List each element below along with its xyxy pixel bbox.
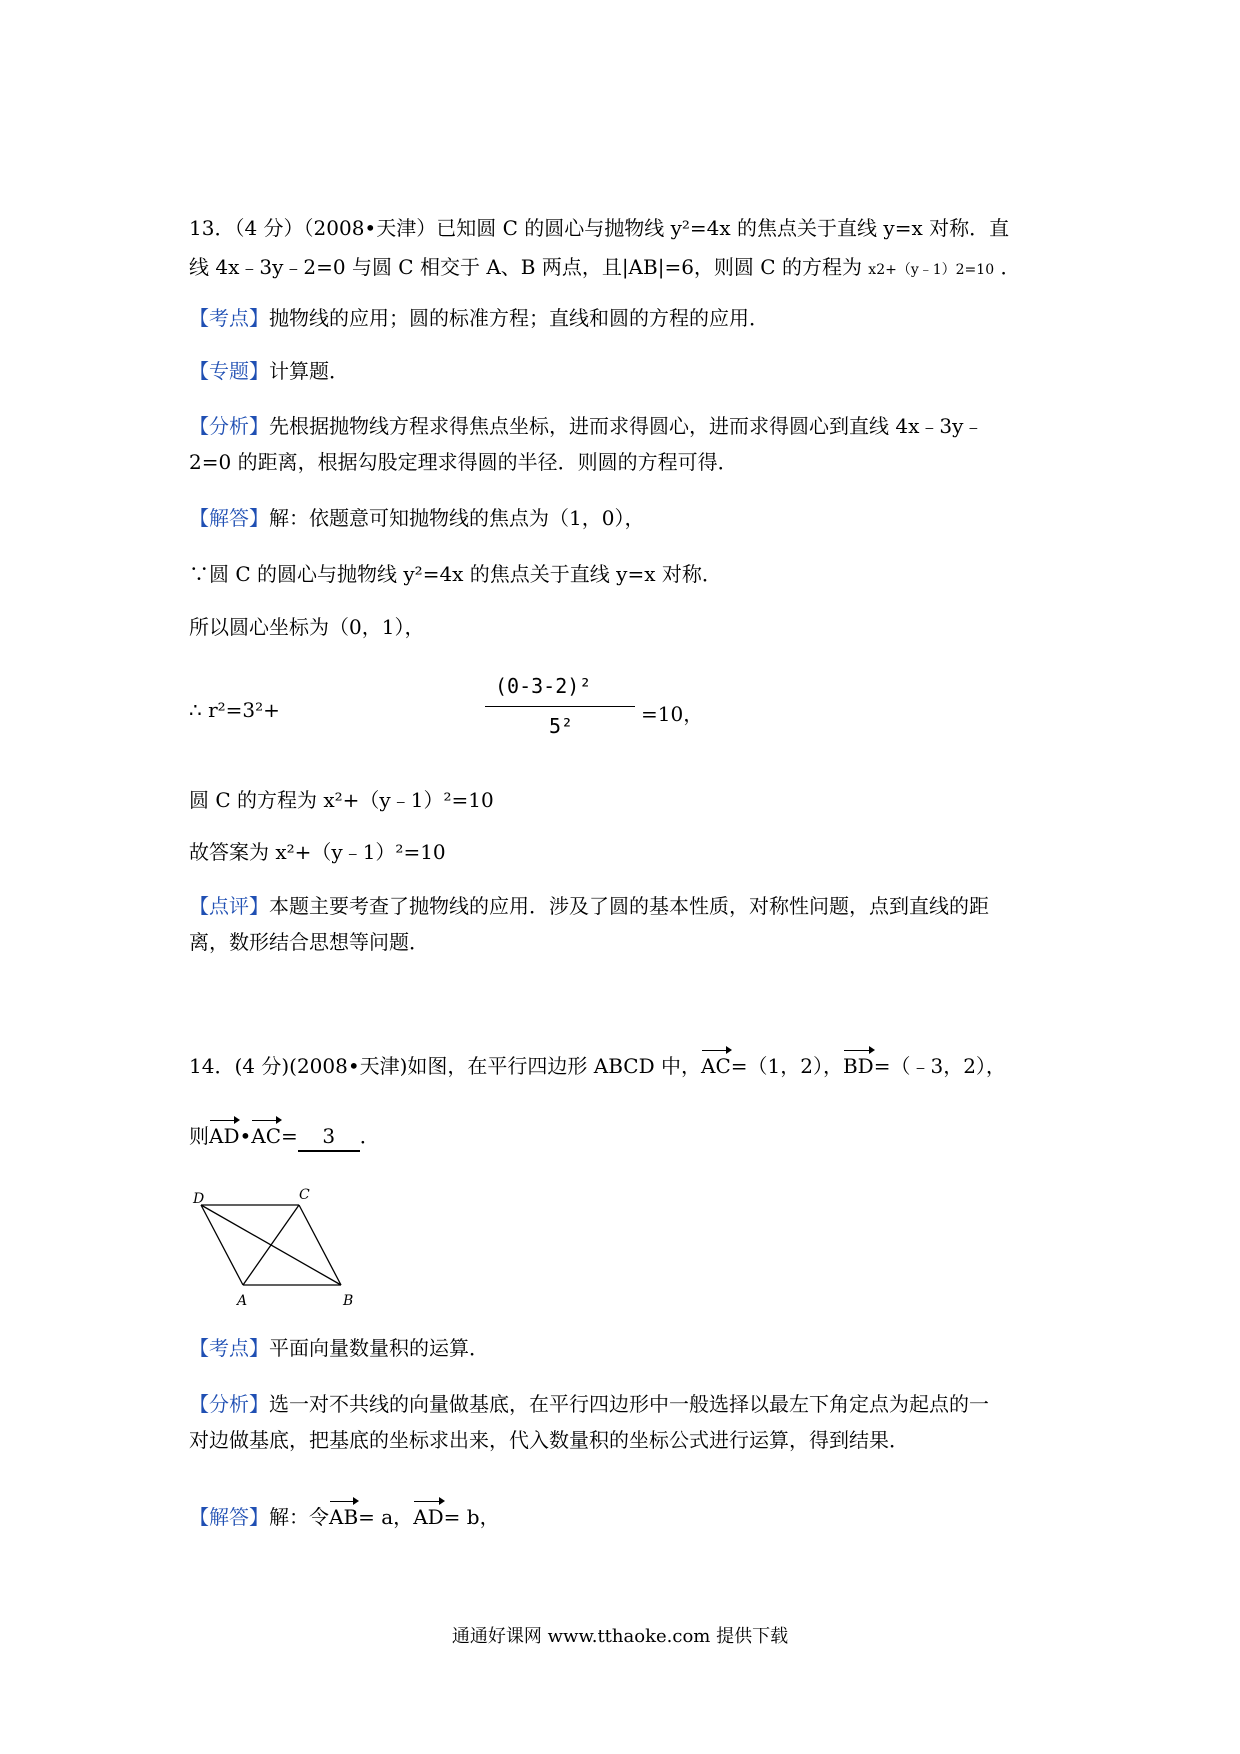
q13-fenxi-2: 2=0 的距离，根据勾股定理求得圆的半径．则圆的方程可得． <box>189 450 738 474</box>
fenxi-tag: 【分析】 <box>189 414 269 438</box>
q13-step2: 所以圆心坐标为（0，1）， <box>189 615 425 639</box>
formula-numerator: (0-3-2)² <box>495 674 592 698</box>
vector-ac: AC <box>701 1054 731 1078</box>
q14-answer: 3 <box>298 1122 360 1152</box>
q13-line2: 线 4x﹣3y﹣2=0 与圆 C 相交于 A、B 两点，且|AB|=6，则圆 C 的方程为 x2+（y﹣1）2=10 ． <box>189 255 1021 279</box>
fraction-bar <box>485 706 635 707</box>
q13-fenxi-1: 【分析】先根据抛物线方程求得焦点坐标，进而求得圆心，进而求得圆心到直线 4x﹣3y﹣ <box>189 414 984 438</box>
q14-line2: 则AD•AC= 3 ． <box>189 1122 380 1152</box>
q13-dianping-2: 离，数形结合思想等问题． <box>189 930 429 954</box>
q13-dianping-1: 【点评】本题主要考查了抛物线的应用．涉及了圆的基本性质，对称性问题，点到直线的距 <box>189 894 989 918</box>
vector-ad: AD <box>209 1124 240 1148</box>
q14-fenxi-1: 【分析】选一对不共线的向量做基底，在平行四边形中一般选择以最左下角定点为起点的一 <box>189 1392 989 1416</box>
q14-fenxi-2: 对边做基底，把基底的坐标求出来，代入数量积的坐标公式进行运算，得到结果． <box>189 1428 909 1452</box>
vector-bd: BD <box>842 1054 874 1078</box>
q13-jieda: 【解答】解：依题意可知抛物线的焦点为（1，0）， <box>189 506 645 530</box>
zhuanti-tag: 【专题】 <box>189 359 269 383</box>
vector-ac: AC <box>251 1124 282 1148</box>
vector-ad: AD <box>413 1505 444 1529</box>
q13-formula: ∴ r²=3²+ (0-3-2)² 5² =10， <box>189 674 704 738</box>
q13-step4: 故答案为 x²+（y﹣1）²=10 <box>189 840 446 864</box>
kaodian-tag: 【考点】 <box>189 1336 269 1360</box>
jieda-tag: 【解答】 <box>189 1505 269 1529</box>
parallelogram-figure <box>189 1185 369 1320</box>
q13-answer: x2+（y﹣1）2=10 <box>868 262 995 278</box>
label-d: D <box>193 1191 205 1207</box>
dianping-tag: 【点评】 <box>189 894 269 918</box>
q13-step3: 圆 C 的方程为 x²+（y﹣1）²=10 <box>189 788 494 812</box>
vector-ab: AB <box>329 1505 359 1529</box>
label-c: C <box>299 1187 310 1203</box>
q13-kaodian: 【考点】抛物线的应用；圆的标准方程；直线和圆的方程的应用． <box>189 306 769 330</box>
q14-jieda: 【解答】解：令AB= a，AD= b， <box>189 1505 500 1529</box>
q13-zhuanti: 【专题】计算题． <box>189 359 349 383</box>
label-b: B <box>343 1293 354 1309</box>
fenxi-tag: 【分析】 <box>189 1392 269 1416</box>
label-a: A <box>237 1293 248 1309</box>
kaodian-tag: 【考点】 <box>189 306 269 330</box>
parallelogram-diagram <box>189 1185 369 1315</box>
q13-step1: ∵圆 C 的圆心与抛物线 y²=4x 的焦点关于直线 y=x 对称． <box>189 562 722 586</box>
jieda-tag: 【解答】 <box>189 506 269 530</box>
q13-line1: 13．（4 分）（2008•天津）已知圆 C 的圆心与抛物线 y²=4x 的焦点关于直线 y=x 对称．直 <box>189 216 1010 240</box>
page-footer: 通通好课网 www.tthaoke.com 提供下载 <box>451 1626 789 1647</box>
formula-denominator: 5² <box>549 714 574 738</box>
q14-line1: 14．(4 分)(2008•天津)如图，在平行四边形 ABCD 中，AC=（1，2），BD=（﹣3，2）， <box>189 1054 1006 1078</box>
q14-kaodian: 【考点】平面向量数量积的运算． <box>189 1336 489 1360</box>
